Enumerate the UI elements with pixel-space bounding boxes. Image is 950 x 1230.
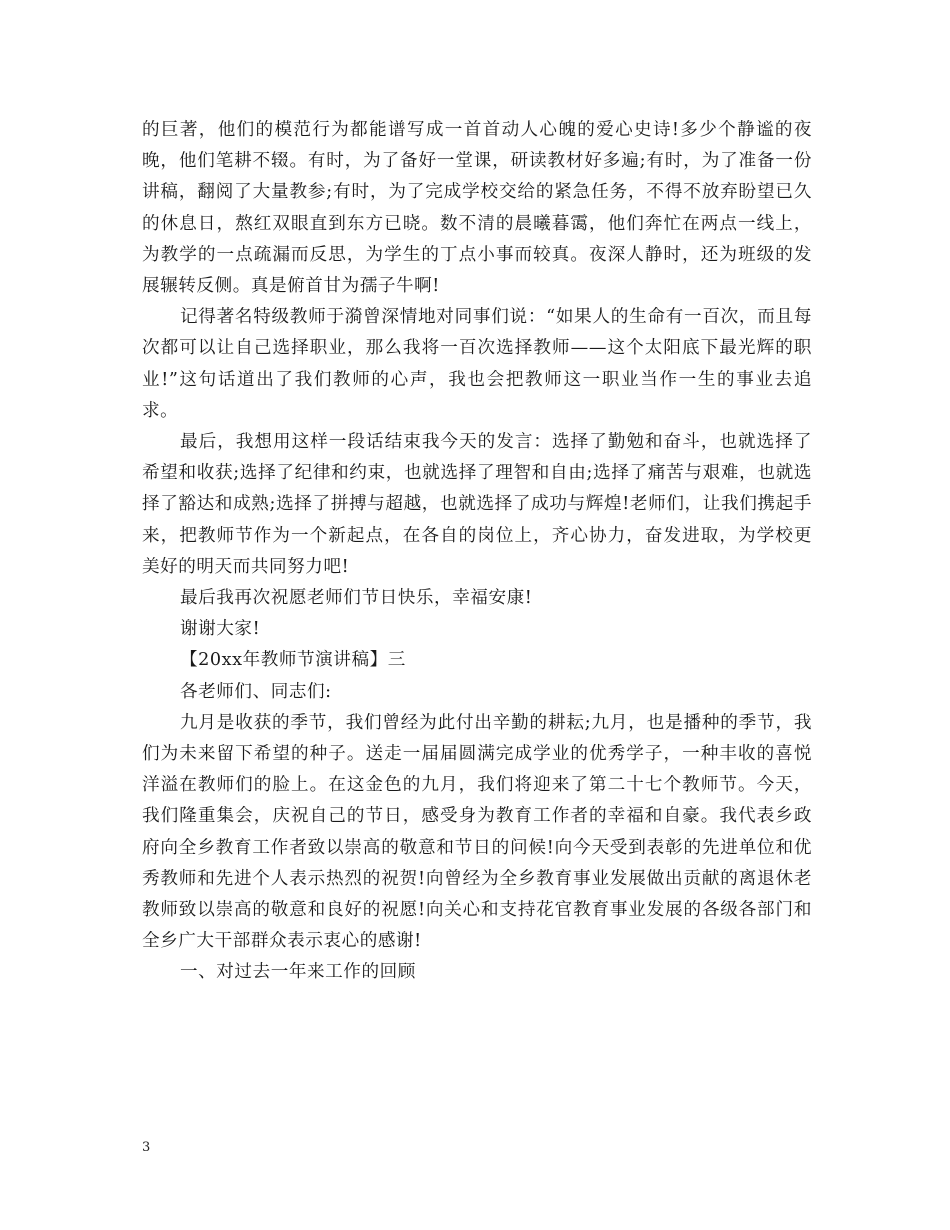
- paragraph-conclusion: 最后，我想用这样一段话结束我今天的发言：选择了勤勉和奋斗，也就选择了希望和收获;选择了纪律和约束，也就选择了理智和自由;选择了痛苦与艰难，也就选择了豁达和成熟;选择了拼搏与超越，也就选择了成功与辉煌!老师们，让我们携起手来，把教师节作为一个新起点，在各自的岗位上，齐心协力，奋发进取，为学校更美好的明天而共同努力吧!: [142, 432, 812, 577]
- paragraph-thanks: 谢谢大家!: [180, 619, 261, 640]
- paragraph-quote: 记得著名特级教师于漪曾深情地对同事们说：“如果人的生命有一百次，而且每次都可以让自己选择职业，那么我将一百次选择教师——这个太阳底下最光辉的职业!”这句话道出了我们教师的心声，我也会把教师这一职业当作一生的事业去追求。: [142, 307, 812, 421]
- paragraph-september: 九月是收获的季节，我们曾经为此付出辛勤的耕耘;九月，也是播种的季节，我们为未来留下希望的种子。送走一届届圆满完成学业的优秀学子，一种丰收的喜悦洋溢在教师们的脸上。在这金色的九月，我们将迎来了第二十七个教师节。今天，我们隆重集会，庆祝自己的节日，感受身为教育工作者的幸福和自豪。我代表乡政府向全乡教育工作者致以崇高的敬意和节日的问候!向今天受到表彰的先进单位和优秀教师和先进个人表示热烈的祝贺!向曾经为全乡教育事业发展做出贡献的离退休老教师致以崇高的敬意和良好的祝愿!向关心和支持花官教育事业发展的各级各部门和全乡广大干部群众表示衷心的感谢!: [142, 712, 812, 952]
- paragraph-continued: 的巨著，他们的模范行为都能谱写成一首首动人心魄的爱心史诗!多少个静谧的夜晚，他们笔耕不辍。有时，为了备好一堂课，研读教材好多遍;有时，为了准备一份讲稿，翻阅了大量教参;有时，为了完成学校交给的紧急任务，不得不放弃盼望已久的休息日，熬红双眼直到东方已晓。数不清的晨曦暮霭，他们奔忙在两点一线上，为教学的一点疏漏而反思，为学生的丁点小事而较真。夜深人静时，还为班级的发展辗转反侧。真是俯首甘为孺子牛啊!: [142, 120, 812, 297]
- salutation: 各老师们、同志们:: [180, 681, 332, 702]
- section-heading: 【20xx年教师节演讲稿】三: [180, 650, 406, 671]
- page-number: 3: [142, 1140, 151, 1155]
- document-body: [142, 115, 812, 989]
- subsection-heading: 一、对过去一年来工作的回顾: [180, 962, 416, 983]
- paragraph-wishes: 最后我再次祝愿老师们节日快乐，幸福安康!: [180, 588, 533, 609]
